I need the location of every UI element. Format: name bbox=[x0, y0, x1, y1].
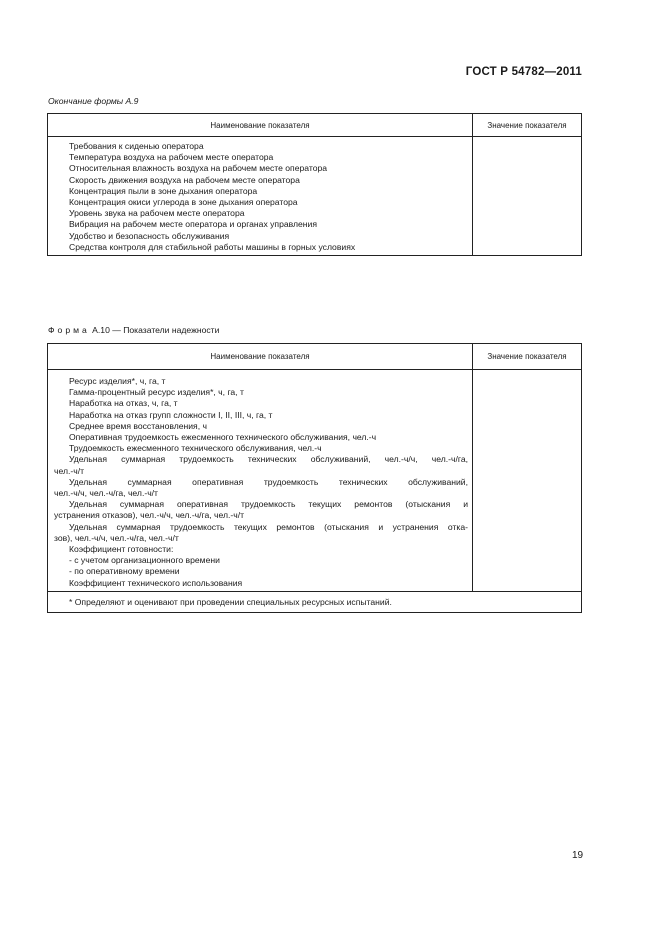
caption-prefix: Форма bbox=[48, 325, 90, 335]
list-item: Удельная суммарная оперативная трудоемкость технических обслуживаний, bbox=[69, 476, 468, 487]
form-a9-table bbox=[47, 113, 582, 256]
indicator-list bbox=[48, 370, 473, 592]
list-item: - с учетом организационного времени bbox=[69, 555, 220, 566]
list-item: Концентрация окиси углерода в зоне дыхания оператора bbox=[69, 197, 298, 208]
column-header-value: Значение показателя bbox=[473, 114, 582, 137]
list-item: Удельная суммарная оперативная трудоемкость текущих ремонтов (отыскания и bbox=[69, 499, 468, 510]
page-number: 19 bbox=[572, 850, 584, 861]
form-a10-caption bbox=[48, 325, 219, 335]
list-item: Относительная влажность воздуха на рабочем месте оператора bbox=[69, 163, 328, 174]
list-item: Вибрация на рабочем месте оператора и органах управления bbox=[69, 219, 318, 230]
list-item: - по оперативному времени bbox=[69, 566, 180, 577]
list-item: Ресурс изделия*, ч, га, т bbox=[69, 376, 166, 386]
list-item-continuation: зов), чел.-ч/ч, чел.-ч/га, чел.-ч/т bbox=[54, 532, 179, 543]
list-item-continuation: чел.-ч/т bbox=[54, 465, 85, 476]
list-item: Коэффициент готовности: bbox=[69, 544, 174, 555]
footnote: * Определяют и оценивают при проведении специальных ресурсных испытаний. bbox=[48, 591, 582, 612]
list-item: Средства контроля для стабильной работы машины в горных условиях bbox=[69, 241, 356, 252]
list-item: Удельная суммарная трудоемкость текущих ремонтов (отыскания и устранения отка- bbox=[69, 521, 468, 532]
list-item: Удельная суммарная трудоемкость технических обслуживаний, чел.-ч/ч, чел.-ч/га, bbox=[69, 454, 468, 465]
column-header-name: Наименование показателя bbox=[48, 114, 473, 137]
list-item: Скорость движения воздуха на рабочем месте оператора bbox=[69, 174, 300, 185]
list-item: Среднее время восстановления, ч bbox=[69, 420, 207, 431]
list-item-continuation: чел.-ч/ч, чел.-ч/га, чел.-ч/т bbox=[54, 488, 158, 499]
list-item: Температура воздуха на рабочем месте оператора bbox=[69, 152, 274, 163]
form-a10-table bbox=[47, 343, 582, 613]
list-item: Оперативная трудоемкость ежесменного технического обслуживания, чел.-ч bbox=[69, 432, 377, 443]
list-item: Уровень звука на рабочем месте оператора bbox=[69, 208, 245, 219]
list-item: Концентрация пыли в зоне дыхания оператора bbox=[69, 185, 258, 196]
list-item: Удобство и безопасность обслуживания bbox=[69, 230, 230, 241]
list-item: Гамма-процентный ресурс изделия*, ч, га, т bbox=[69, 387, 244, 398]
column-header-name: Наименование показателя bbox=[48, 344, 473, 370]
value-cell bbox=[473, 370, 582, 592]
list-item: Требования к сиденью оператора bbox=[69, 141, 204, 151]
form-a9-caption: Окончание формы А.9 bbox=[48, 96, 139, 106]
standard-number: ГОСТ Р 54782—2011 bbox=[465, 66, 582, 78]
list-item: Наработка на отказ групп сложности I, II, III, ч, га, т bbox=[69, 409, 273, 420]
list-item: Наработка на отказ, ч, га, т bbox=[69, 398, 178, 409]
caption-title: А.10 — Показатели надежности bbox=[89, 325, 220, 335]
value-cell bbox=[473, 137, 582, 256]
list-item-continuation: устранения отказов), чел.-ч/ч, чел.-ч/га, чел.-ч/т bbox=[54, 510, 245, 521]
column-header-value: Значение показателя bbox=[473, 344, 582, 370]
indicator-list bbox=[48, 137, 473, 256]
list-item: Трудоемкость ежесменного технического обслуживания, чел.-ч bbox=[69, 443, 322, 454]
list-item: Коэффициент технического использования bbox=[69, 577, 243, 588]
